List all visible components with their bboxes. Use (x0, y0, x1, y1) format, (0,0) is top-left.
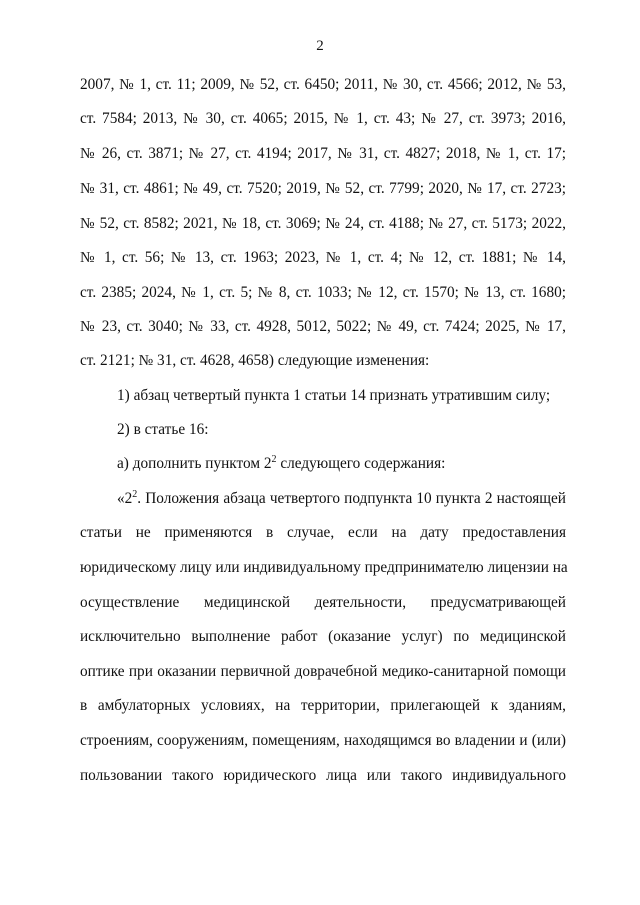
list-item-a (117, 455, 566, 473)
quote-line: строениям, сооружениям, помещениям, находящимся во владении и (или) (80, 732, 566, 749)
text-line: ст. 2121; № 31, ст. 4628, 4658) следующие изменения: (80, 352, 430, 369)
text-line: 2007, № 1, ст. 11; 2009, № 52, ст. 6450; 2011, № 30, ст. 4566; 2012, № 53, (80, 76, 566, 93)
quote-first-text: . Положения абзаца четвертого подпункта 10 пункта 2 настоящей (137, 490, 566, 507)
superscript: 2 (271, 454, 277, 465)
quote-line: статьи не применяются в случае, если на дату предоставления (80, 524, 566, 541)
quote-line: пользовании такого юридического лица или такого индивидуального (80, 767, 566, 784)
item-a-text: а) дополнить пунктом 2 (117, 455, 272, 472)
quote-start: «2 (117, 490, 133, 507)
superscript: 2 (132, 489, 138, 500)
page-number: 2 (316, 38, 324, 54)
item-a-text-end: следующего содержания: (276, 455, 446, 472)
text-line: № 26, ст. 3871; № 27, ст. 4194; 2017, № 31, ст. 4827; 2018, № 1, ст. 17; (80, 145, 566, 162)
list-item-1: 1) абзац четвертый пункта 1 статьи 14 признать утратившим силу; (117, 387, 551, 404)
text-line: № 23, ст. 3040; № 33, ст. 4928, 5012, 5022; № 49, ст. 7424; 2025, № 17, (80, 318, 566, 335)
quote-line: юридическому лицу или индивидуальному предпринимателю лицензии на (80, 559, 568, 576)
quote-line: оптике при оказании первичной доврачебной медико-санитарной помощи (80, 663, 566, 680)
list-item-2: 2) в статье 16: (117, 421, 209, 438)
quote-first-line (117, 490, 566, 508)
text-line: ст. 7584; 2013, № 30, ст. 4065; 2015, № 1, ст. 43; № 27, ст. 3973; 2016, (80, 110, 566, 127)
text-line: № 52, ст. 8582; 2021, № 18, ст. 3069; № 24, ст. 4188; № 27, ст. 5173; 2022, (80, 215, 566, 232)
text-line: № 31, ст. 4861; № 49, ст. 7520; 2019, № 52, ст. 7799; 2020, № 17, ст. 2723; (80, 180, 566, 197)
text-line: ст. 2385; 2024, № 1, ст. 5; № 8, ст. 1033; № 12, ст. 1570; № 13, ст. 1680; (80, 284, 566, 301)
quote-line: исключительно выполнение работ (оказание услуг) по медицинской (80, 628, 566, 645)
quote-line: осуществление медицинской деятельности, предусматривающей (80, 594, 566, 611)
text-line: № 1, ст. 56; № 13, ст. 1963; 2023, № 1, ст. 4; № 12, ст. 1881; № 14, (80, 249, 566, 266)
quote-line: в амбулаторных условиях, на территории, прилегающей к зданиям, (80, 697, 566, 714)
